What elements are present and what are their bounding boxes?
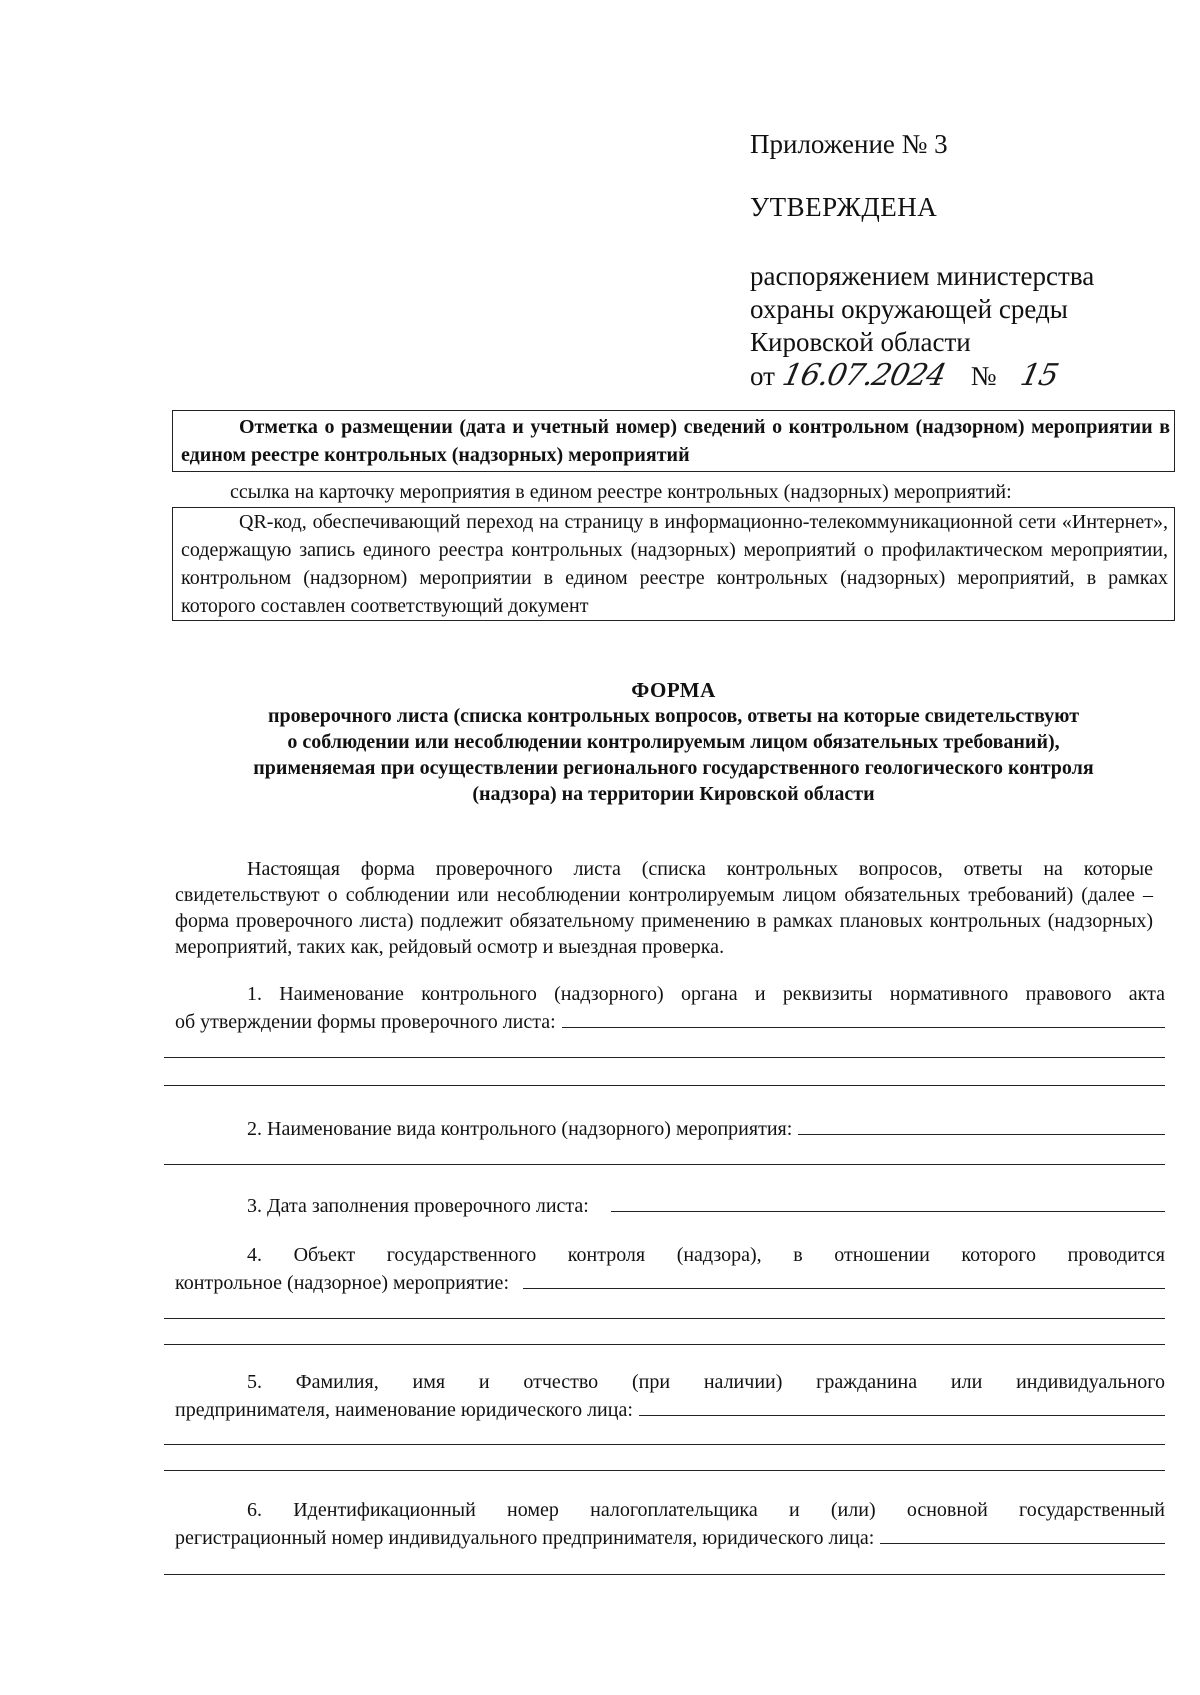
item-5-label-cont: предпринимателя, наименование юридического лица: <box>175 1399 633 1421</box>
appendix-number: Приложение № 3 <box>750 129 948 159</box>
item-4 <box>175 1242 1165 1296</box>
item-2-label: 2. Наименование вида контрольного (надзорного) мероприятия: <box>247 1118 793 1140</box>
item-5-blank-line-2[interactable] <box>164 1470 1165 1471</box>
form-title-line-1: проверочного листа (списка контрольных вопросов, ответы на которые свидетельствуют <box>267 705 1080 727</box>
approved-label: УТВЕРЖДЕНА <box>750 192 938 222</box>
item-5-fill-line[interactable] <box>639 1395 1165 1416</box>
item-4-label-cont: контрольное (надзорное) мероприятие: <box>175 1272 509 1294</box>
item-1-blank-line-2[interactable] <box>164 1085 1165 1086</box>
form-title-line-3: применяемая при осуществлении регионального государственного геологического контроля <box>253 757 1094 779</box>
item-6-label-cont: регистрационный номер индивидуального предпринимателя, юридического лица: <box>175 1527 875 1549</box>
item-6-label: 6. Идентификационный номер налогоплательщика и (или) основной государственный <box>247 1499 1165 1521</box>
decree-line-2: охраны окружающей среды <box>750 294 1068 324</box>
item-4-blank-line-1[interactable] <box>164 1318 1165 1319</box>
item-1 <box>175 981 1165 1035</box>
item-1-blank-line-1[interactable] <box>164 1057 1165 1058</box>
item-3-label: 3. Дата заполнения проверочного листа: <box>247 1195 589 1217</box>
item-5-blank-line-1[interactable] <box>164 1444 1165 1445</box>
decree-date-line <box>750 359 1094 393</box>
qr-note-box <box>172 507 1175 621</box>
item-4-fill-line[interactable] <box>523 1268 1165 1289</box>
item-3 <box>175 1191 1165 1219</box>
item-3-fill-line[interactable] <box>611 1191 1165 1212</box>
item-6-fill-line[interactable] <box>880 1523 1165 1544</box>
item-5-label: 5. Фамилия, имя и отчество (при наличии) гражданина или индивидуального <box>247 1371 1165 1393</box>
form-title-line-4: (надзора) на территории Кировской области <box>472 783 875 805</box>
item-1-label-cont: об утверждении формы проверочного листа: <box>175 1011 556 1033</box>
decree-line-3: Кировской области <box>750 327 971 357</box>
item-2 <box>175 1114 1165 1142</box>
form-title-line-2: о соблюдении или несоблюдении контролируемым лицом обязательных требований), <box>287 731 1060 753</box>
item-6-blank-line-1[interactable] <box>164 1574 1165 1575</box>
registry-link-label: ссылка на карточку мероприятия в едином реестре контрольных (надзорных) мероприятий: <box>230 481 1012 503</box>
item-2-blank-line-1[interactable] <box>164 1164 1165 1165</box>
from-prefix: от <box>750 361 775 391</box>
approval-block <box>750 128 1094 393</box>
item-1-fill-line[interactable] <box>562 1007 1165 1028</box>
intro-paragraph <box>175 856 1153 960</box>
registry-note-box <box>172 410 1175 472</box>
handwritten-number: 15 <box>1016 358 1061 393</box>
form-heading: ФОРМА <box>631 678 716 702</box>
intro-text: Настоящая форма проверочного листа (списка контрольных вопросов, ответы на которые свидетельствуют о соблюдении или несоблюдении контролируемым лицом обязательных требований) (далее – форма проверочного листа) подлежит обязательному применению в рамках плановых контрольных (надзорных) мероприятий, таких как, рейдовый осмотр и выездная проверка. <box>175 858 1153 958</box>
form-title <box>172 677 1175 807</box>
handwritten-date: 16.07.2024 <box>779 358 949 393</box>
registry-note-text: Отметка о размещении (дата и учетный номер) сведений о контрольном (надзорном) мероприятии в едином реестре контрольных (надзорных) мероприятий <box>181 416 1170 466</box>
item-4-label: 4. Объект государственного контроля (надзора), в отношении которого проводится <box>247 1244 1165 1266</box>
number-sign: № <box>970 361 997 391</box>
decree-line-1: распоряжением министерства <box>750 261 1095 291</box>
item-1-label: 1. Наименование контрольного (надзорного) органа и реквизиты нормативного правового акта <box>247 983 1165 1005</box>
item-2-fill-line[interactable] <box>798 1114 1165 1135</box>
qr-note-text: QR-код, обеспечивающий переход на страницу в информационно-телекоммуникационной сети «Интернет», содержащую запись единого реестра контрольных (надзорных) мероприятий о профилактическом мероприятии, контрольном (надзорном) мероприятии в едином реестре контрольных (надзорных) мероприятий, в рамках которого составлен соответствующий документ <box>181 511 1168 617</box>
item-4-blank-line-2[interactable] <box>164 1344 1165 1345</box>
item-5 <box>175 1369 1165 1423</box>
item-6 <box>175 1497 1165 1551</box>
